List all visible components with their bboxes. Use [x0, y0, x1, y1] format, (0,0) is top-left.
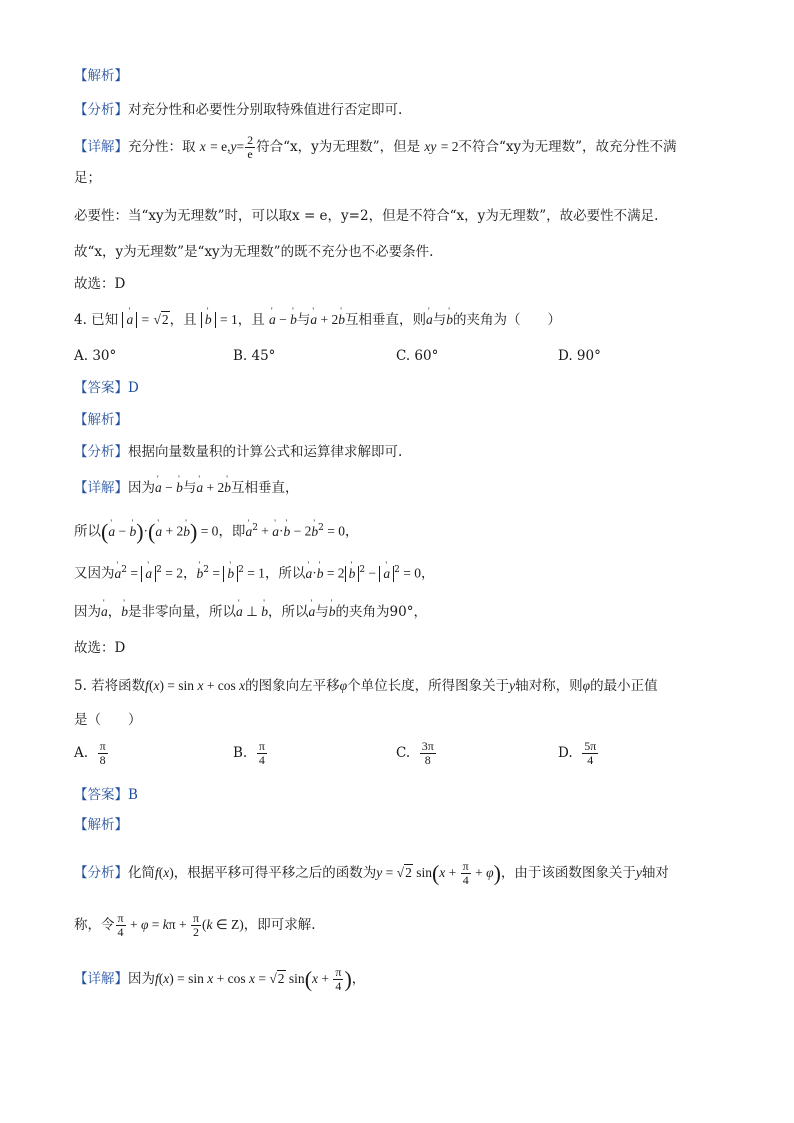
q4-xiangjie-line3: 又因为' $a^2$ = ' a $^2$ = 2，' $b^2$ = ' b $^2$ = 1，所以' a·' b = 2' b $^2$ − ' a $^2$ = 0， [74, 560, 435, 584]
q4-option-d: D. 90° [558, 348, 601, 364]
q5-option-d: D. $\frac{5\pi}{4}$ [558, 739, 597, 767]
q3-fenxi: 【分析】对充分性和必要性分别取特殊值进行否定即可. [74, 102, 403, 118]
q4-option-b: B. 45° [233, 348, 276, 364]
q5-stem-line1: 5. 若将函数f(x) = sin x + cos x的图象向左平移φ个单位长度，所得图象关于y轴对称，则φ的最小正值 [74, 678, 658, 694]
xiangjie-tag: 【详解】 [74, 139, 128, 155]
q4-xiangjie-line2: 所以(' a − ' b)·(' a + 2' b) = 0，即' $a^2$ + ' a·' b − 2' $b^2 = 0$， [74, 518, 359, 542]
q4-stem: 4. 已知 ' a = √2，且 ' b = 1，且 ' a − ' b与' a + 2' b互相垂直，则' a与' b的夹角为（ ） [74, 310, 561, 330]
q5-option-a: A. $\frac{\pi}{8}$ [74, 739, 106, 767]
q3-answer-pick: 故选：D [74, 276, 126, 292]
fenxi-tag: 【分析】 [74, 102, 128, 118]
q4-option-a: A. 30° [74, 348, 117, 364]
q4-answer-pick: 故选：D [74, 640, 126, 656]
q5-answer: 【答案】B [74, 787, 138, 803]
q4-answer: 【答案】D [74, 380, 139, 396]
q3-xiangjie-line2: 足； [74, 170, 101, 186]
q4-xiangjie-line4: 因为' a，' b是非零向量，所以' a ⊥ ' b，所以' a与' b的夹角为90°， [74, 602, 427, 622]
q5-fenxi-line2: 称，令 $\frac{\pi}{4}$ + φ = kπ + $\frac{\pi}{2}$ (k ∈ Z)，即可求解. [74, 911, 316, 939]
q4-xiangjie-line1: 【详解】因为' a − ' b与' a + 2' b互相垂直， [74, 478, 299, 498]
q5-option-c: C. $\frac{3\pi}{8}$ [396, 739, 434, 767]
q3-conclusion: 故“x，y为无理数”是“xy为无理数”的既不充分也不必要条件. [74, 244, 434, 260]
q5-jiexi: 【解析】 [74, 817, 128, 833]
q5-xiangjie: 【详解】因为f(x) = sin x + cos x = √2 sin(x + $\frac{\pi}{4}$ )， [74, 965, 366, 993]
jiexi-heading: 【解析】 [74, 68, 128, 84]
q3-xiangjie-line1: 【详解】充分性：取 x = e,y= $\frac{2}{e}$ 符合“x，y为无理数”，但是 xy = 2不符合“xy为无理数”，故充分性不满 [74, 133, 677, 161]
q4-option-c: C. 60° [396, 348, 439, 364]
q5-option-b: B. $\frac{\pi}{4}$ [233, 739, 265, 767]
q4-jiexi: 【解析】 [74, 412, 128, 428]
q5-fenxi-line1: 【分析】化简f(x)，根据平移可得平移之后的函数为y = √2 sin(x + $\frac{\pi}{4}$ + φ)，由于该函数图象关于y轴对 [74, 859, 669, 887]
q4-fenxi: 【分析】根据向量数量积的计算公式和运算律求解即可. [74, 444, 403, 460]
q5-stem-line2: 是（ ） [74, 712, 142, 728]
q3-necessity: 必要性：当“xy为无理数”时，可以取x = e，y=2，但是不符合“x，y为无理数”，故必要性不满足. [74, 208, 659, 224]
